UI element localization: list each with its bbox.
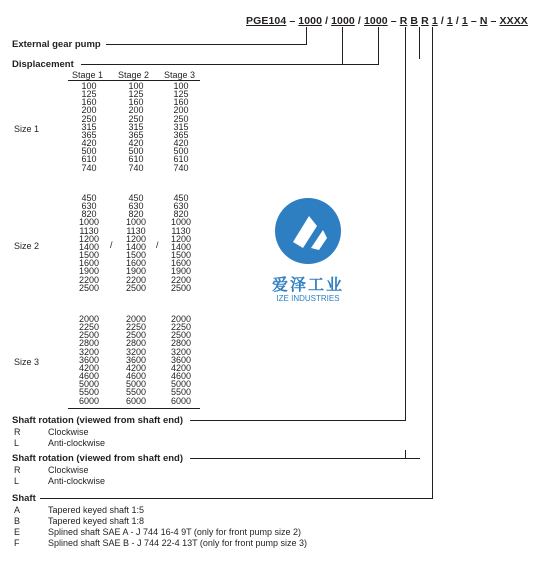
size-3-stage-1-values xyxy=(72,315,106,405)
displacement-value: 740 xyxy=(173,162,189,173)
displacement-value: 365 xyxy=(173,129,189,140)
code-segment: N xyxy=(479,15,488,27)
displacement-value: 5000 xyxy=(78,379,100,390)
displacement-value: 1200 xyxy=(125,233,147,244)
displacement-value: 2800 xyxy=(170,338,192,349)
displacement-value: 500 xyxy=(128,146,144,157)
code-segment: 1000 xyxy=(363,15,388,27)
code-separator: / xyxy=(354,15,364,27)
displacement-value: 500 xyxy=(81,146,97,157)
shaft-code-b: B xyxy=(14,516,21,526)
rotation-1-code-l: L xyxy=(14,438,20,448)
displacement-value: 200 xyxy=(81,105,97,116)
code-separator: / xyxy=(322,15,332,27)
displacement-value: 1130 xyxy=(171,225,191,236)
displacement-value: 250 xyxy=(128,113,144,124)
rotation-1-desc-l: Anti-clockwise xyxy=(48,438,106,448)
displacement-value: 250 xyxy=(173,113,189,124)
displacement-value: 1500 xyxy=(78,250,100,261)
displacement-value: 315 xyxy=(81,121,97,132)
displacement-value: 420 xyxy=(173,138,189,149)
slash-separator: / xyxy=(156,240,159,250)
displacement-value: 2800 xyxy=(78,338,100,349)
displacement-value: 315 xyxy=(128,121,144,132)
displacement-value: 630 xyxy=(128,201,144,212)
displacement-value: 2200 xyxy=(78,274,100,285)
shaft-code-f: F xyxy=(14,538,20,548)
displacement-value: 5500 xyxy=(78,387,100,398)
size-2-label: Size 2 xyxy=(14,241,40,251)
code-separator: / xyxy=(452,15,462,27)
displacement-value: 2200 xyxy=(125,274,147,285)
connector-line xyxy=(190,458,420,459)
size-1-stage-2-values xyxy=(119,82,153,172)
rotation-1-title: Shaft rotation (viewed from shaft end) xyxy=(12,415,184,426)
size-3-stage-2-values xyxy=(119,315,153,405)
rotation-2-desc-r: Clockwise xyxy=(48,465,89,475)
code-segment: 1 xyxy=(446,15,453,27)
displacement-value: 820 xyxy=(128,209,144,220)
displacement-value: 420 xyxy=(81,138,97,149)
code-segment: 1000 xyxy=(331,15,355,27)
connector-line xyxy=(432,27,433,499)
displacement-value: 365 xyxy=(81,129,97,140)
stage-1-header: Stage 1 xyxy=(72,70,104,80)
connector-line xyxy=(81,64,378,65)
displacement-value: 6000 xyxy=(170,395,192,406)
displacement-value: 450 xyxy=(128,193,144,203)
displacement-value: 1600 xyxy=(170,258,192,269)
displacement-value: 1400 xyxy=(78,241,100,252)
code-separator: – xyxy=(487,15,500,27)
displacement-value: 500 xyxy=(173,146,189,157)
code-segment: PGE104 xyxy=(246,15,287,27)
displacement-value: 740 xyxy=(81,162,97,173)
displacement-value: 200 xyxy=(173,105,189,116)
connector-line xyxy=(40,498,433,499)
displacement-value: 1600 xyxy=(125,258,147,269)
displacement-value: 160 xyxy=(128,97,144,108)
code-segment: 1000 xyxy=(298,15,323,27)
displacement-value: 820 xyxy=(173,209,189,220)
displacement-value: 1900 xyxy=(78,266,100,277)
order-code xyxy=(246,15,528,27)
shaft-desc-e: Splined shaft SAE A - J 744 16-4 9T (only for front pump size 2) xyxy=(48,527,301,537)
displacement-value: 2250 xyxy=(170,322,192,333)
displacement-value: 2800 xyxy=(125,338,147,349)
displacement-value: 1500 xyxy=(170,250,192,261)
displacement-value: 4200 xyxy=(78,362,100,373)
displacement-value: 365 xyxy=(128,129,144,140)
displacement-value: 100 xyxy=(173,81,189,91)
size-3-label: Size 3 xyxy=(14,357,40,367)
ize-industries-logo xyxy=(268,196,358,316)
rotation-2-desc-l: Anti-clockwise xyxy=(48,476,106,486)
displacement-value: 100 xyxy=(128,81,144,91)
shaft-title: Shaft xyxy=(12,493,36,504)
displacement-value: 2000 xyxy=(170,314,192,324)
displacement-value: 6000 xyxy=(125,395,147,406)
displacement-value: 1000 xyxy=(170,217,192,228)
rotation-1-code-r: R xyxy=(14,427,21,437)
displacement-title: Displacement xyxy=(12,59,74,70)
displacement-value: 3600 xyxy=(78,354,100,365)
displacement-value: 125 xyxy=(173,89,189,100)
displacement-value: 160 xyxy=(81,97,97,108)
code-separator: – xyxy=(387,15,400,27)
connector-line xyxy=(190,420,406,421)
displacement-value: 3600 xyxy=(125,354,147,365)
size-2-stage-1-values xyxy=(72,194,106,292)
displacement-value: 250 xyxy=(81,113,97,124)
size-1-stage-3-values xyxy=(164,82,198,172)
displacement-value: 2250 xyxy=(78,322,100,333)
displacement-value: 2000 xyxy=(125,314,147,324)
displacement-value: 2250 xyxy=(125,322,147,333)
size-1-stage-1-values xyxy=(72,82,106,172)
displacement-value: 4600 xyxy=(78,371,100,382)
displacement-value: 160 xyxy=(173,97,189,108)
displacement-value: 125 xyxy=(128,89,144,100)
displacement-value: 1900 xyxy=(125,266,147,277)
displacement-value: 100 xyxy=(81,81,97,91)
displacement-value: 1130 xyxy=(79,225,99,236)
size-3-stage-3-values xyxy=(164,315,198,405)
code-separator: – xyxy=(286,15,299,27)
connector-line xyxy=(405,450,406,459)
displacement-value: 1130 xyxy=(126,225,146,236)
displacement-value: 2500 xyxy=(78,282,100,293)
displacement-value: 2500 xyxy=(125,282,147,293)
displacement-value: 2500 xyxy=(78,330,100,341)
displacement-value: 315 xyxy=(173,121,189,132)
displacement-value: 630 xyxy=(173,201,189,212)
displacement-value: 5000 xyxy=(125,379,147,390)
shaft-desc-b: Tapered keyed shaft 1:8 xyxy=(48,516,145,526)
slash-separator: / xyxy=(110,240,113,250)
external-gear-pump-label: External gear pump xyxy=(12,39,101,50)
logo-cn-text: 爱泽工业 xyxy=(271,275,344,294)
displacement-value: 610 xyxy=(128,154,144,165)
connector-line xyxy=(405,27,406,421)
code-segment: 1 xyxy=(431,15,438,27)
size-2-stage-2-values xyxy=(119,194,153,292)
displacement-value: 2500 xyxy=(125,330,147,341)
displacement-value: 2500 xyxy=(170,330,192,341)
shaft-desc-a: Tapered keyed shaft 1:5 xyxy=(48,505,145,515)
connector-line xyxy=(419,27,420,59)
displacement-value: 1900 xyxy=(170,266,192,277)
displacement-value: 610 xyxy=(81,154,97,165)
code-separator: – xyxy=(467,15,480,27)
code-segment: R xyxy=(399,15,408,27)
shaft-code-a: A xyxy=(14,505,21,515)
code-segment: B xyxy=(410,15,419,27)
displacement-value: 420 xyxy=(128,138,144,149)
connector-line xyxy=(378,27,379,65)
displacement-value: 610 xyxy=(173,154,189,165)
displacement-value: 3600 xyxy=(170,354,192,365)
ize-logo-icon xyxy=(273,196,343,266)
code-separator: / xyxy=(437,15,447,27)
displacement-value: 450 xyxy=(81,193,97,203)
code-segment: R xyxy=(421,15,429,27)
displacement-value: 740 xyxy=(128,162,144,173)
displacement-value: 4200 xyxy=(170,362,192,373)
rotation-2-code-l: L xyxy=(14,476,20,486)
stage-3-header: Stage 3 xyxy=(164,70,196,80)
rotation-2-title: Shaft rotation (viewed from shaft end) xyxy=(12,453,184,464)
displacement-value: 1200 xyxy=(170,233,192,244)
connector-line xyxy=(342,27,343,65)
rotation-1-desc-r: Clockwise xyxy=(48,427,89,437)
displacement-value: 1400 xyxy=(170,241,192,252)
rotation-2-code-r: R xyxy=(14,465,21,475)
displacement-value: 125 xyxy=(81,89,97,100)
size-2-stage-3-values xyxy=(164,194,198,292)
code-segment: XXXX xyxy=(499,15,528,27)
displacement-value: 3200 xyxy=(170,346,192,357)
displacement-value: 2200 xyxy=(170,274,192,285)
code-segment: 1 xyxy=(461,15,468,27)
displacement-value: 2000 xyxy=(78,314,100,324)
displacement-value: 6000 xyxy=(78,395,100,406)
displacement-value: 5500 xyxy=(170,387,192,398)
table-rule-bottom xyxy=(68,408,200,409)
connector-line xyxy=(306,27,307,45)
logo-en-text: IZE INDUSTRIES xyxy=(276,294,340,303)
shaft-desc-f: Splined shaft SAE B - J 744 22-4 13T (only for front pump size 3) xyxy=(48,538,307,548)
stage-2-header: Stage 2 xyxy=(118,70,150,80)
displacement-value: 1500 xyxy=(125,250,147,261)
displacement-value: 1000 xyxy=(125,217,147,228)
shaft-code-e: E xyxy=(14,527,21,537)
displacement-value: 4600 xyxy=(125,371,147,382)
displacement-value: 1600 xyxy=(78,258,100,269)
connector-line xyxy=(106,44,306,45)
displacement-value: 820 xyxy=(81,209,97,220)
displacement-value: 2500 xyxy=(170,282,192,293)
displacement-value: 3200 xyxy=(125,346,147,357)
displacement-value: 1000 xyxy=(78,217,100,228)
displacement-value: 450 xyxy=(173,193,189,203)
displacement-value: 3200 xyxy=(78,346,100,357)
displacement-value: 200 xyxy=(128,105,144,116)
displacement-value: 1200 xyxy=(78,233,100,244)
displacement-value: 630 xyxy=(81,201,97,212)
displacement-value: 5000 xyxy=(170,379,192,390)
displacement-value: 4200 xyxy=(125,362,147,373)
displacement-value: 4600 xyxy=(170,371,192,382)
displacement-value: 1400 xyxy=(125,241,147,252)
displacement-value: 5500 xyxy=(125,387,147,398)
size-1-label: Size 1 xyxy=(14,124,40,134)
